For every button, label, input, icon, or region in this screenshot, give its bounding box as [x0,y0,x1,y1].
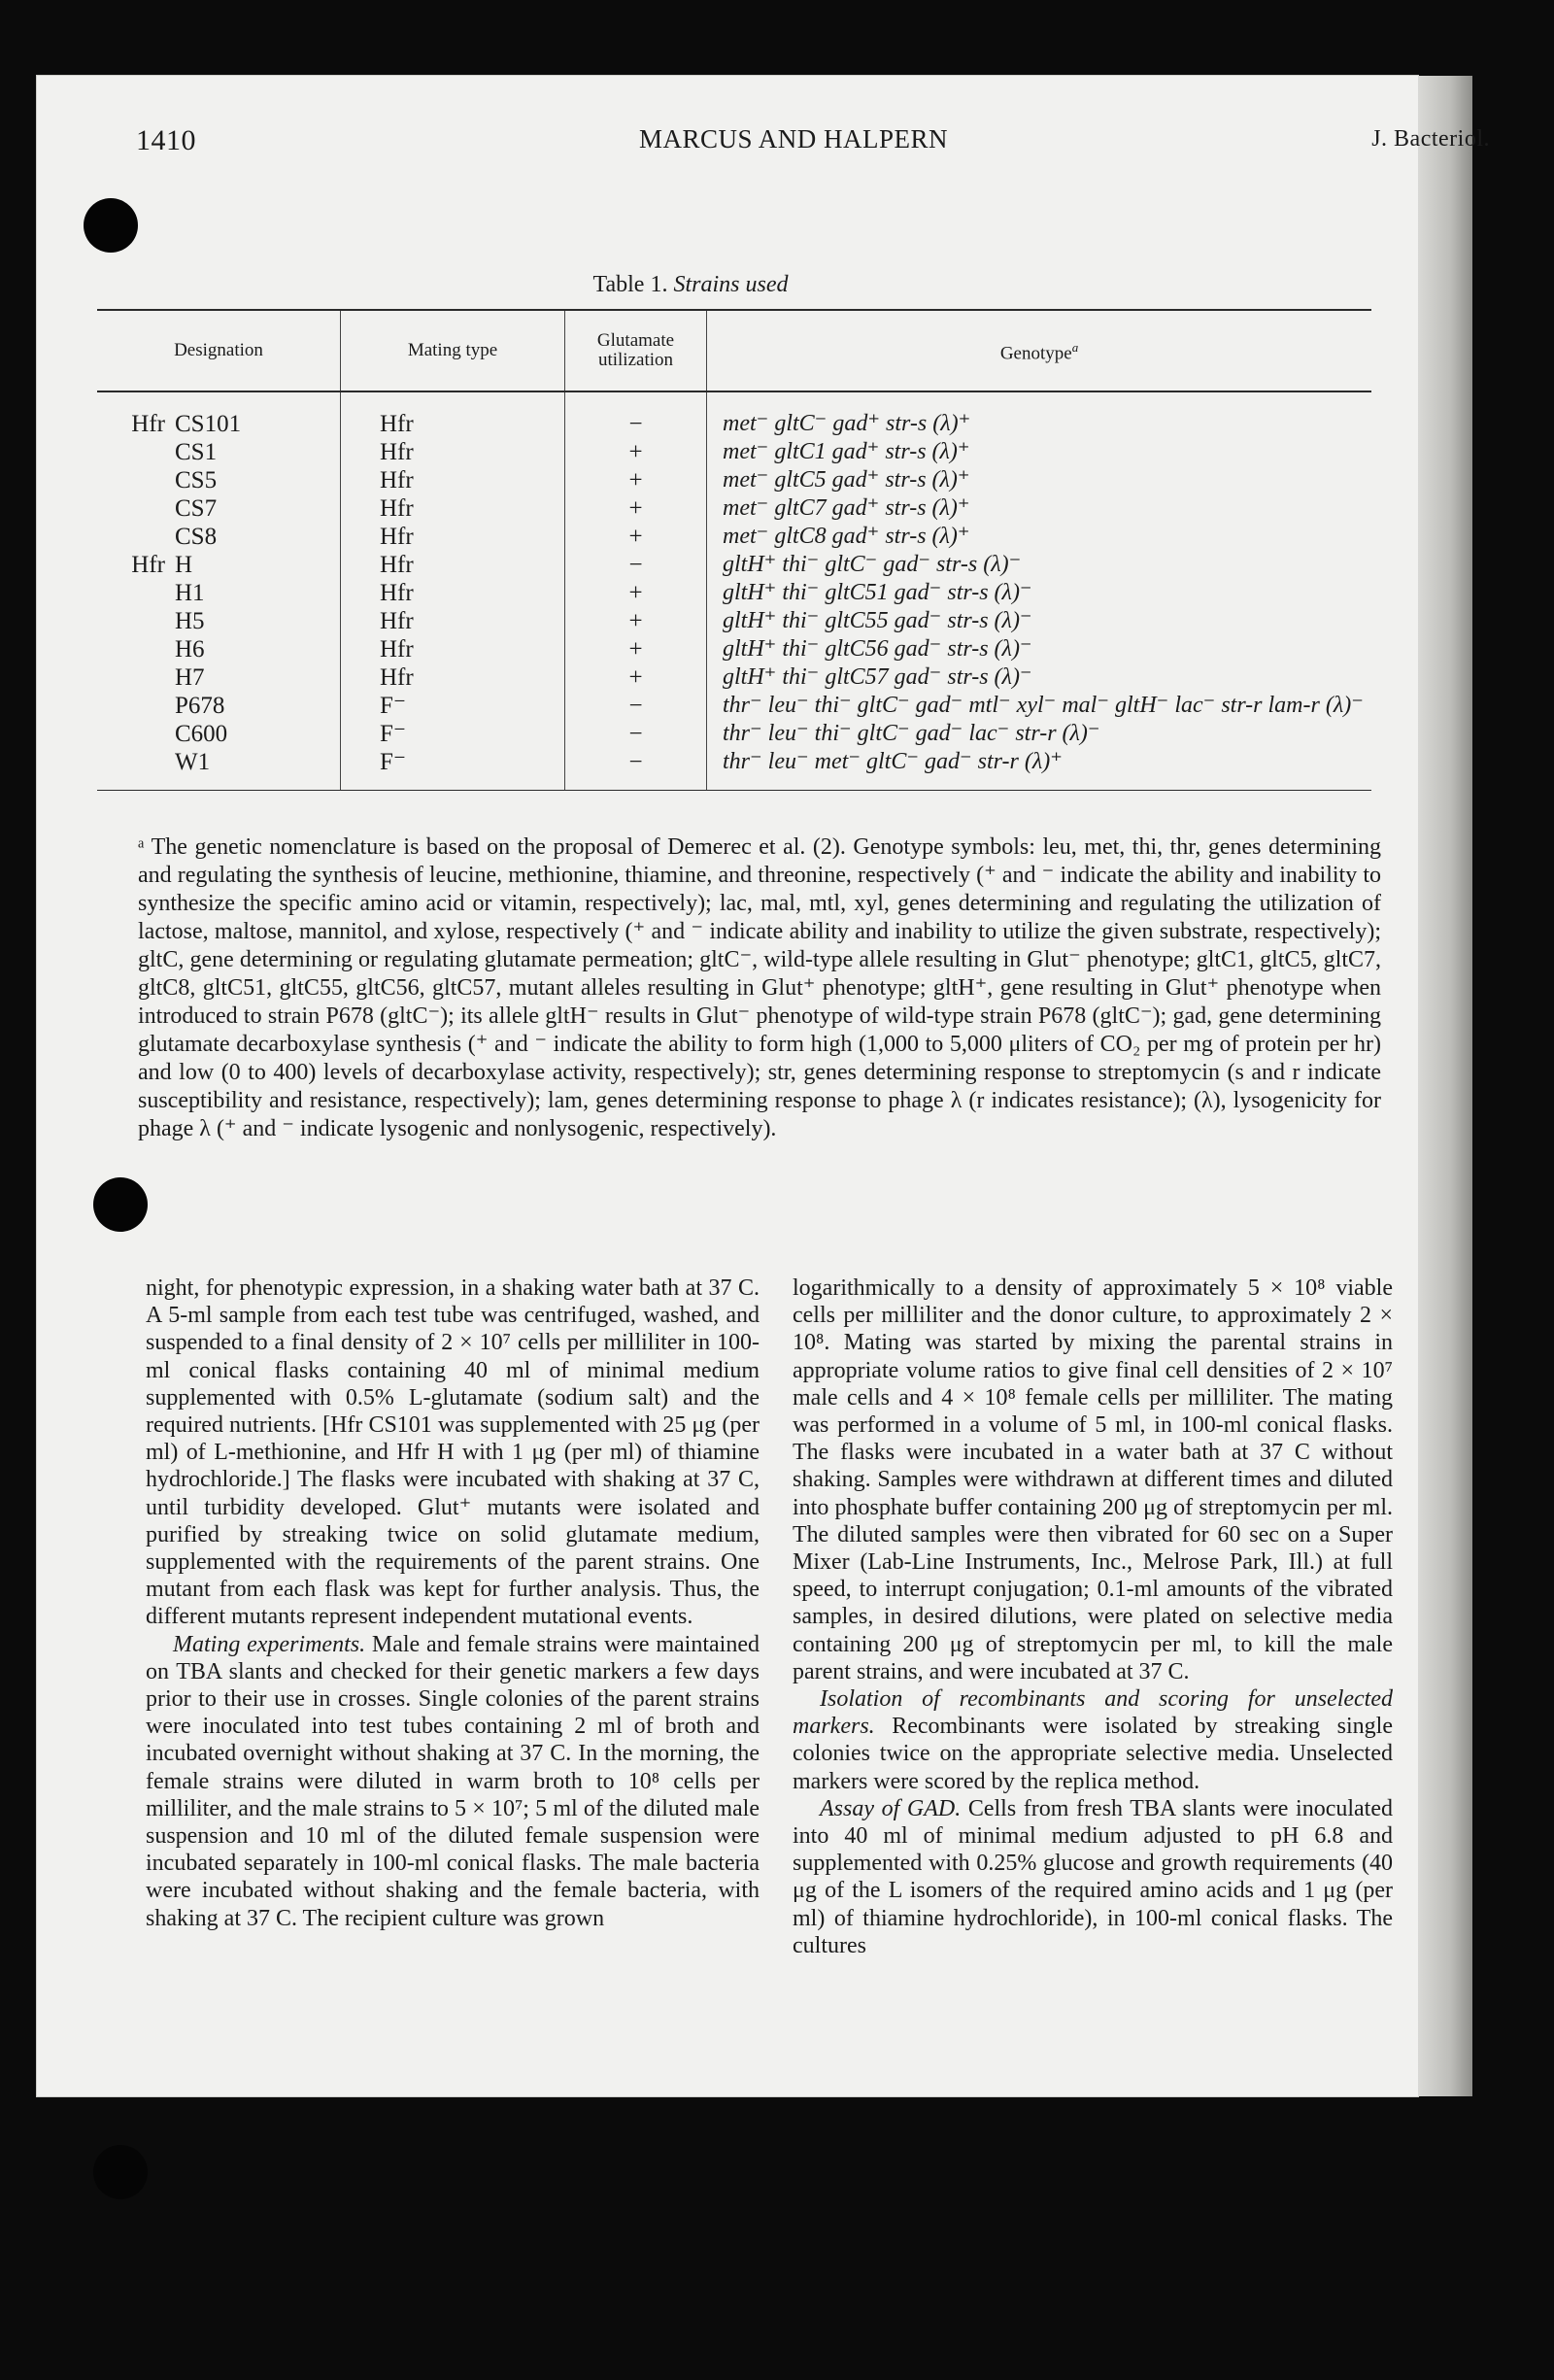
table-row [97,748,1371,791]
cell-genotype: thr⁻ leu⁻ met⁻ gltC⁻ gad⁻ str-r (λ)⁺ [707,748,1372,791]
paragraph [793,1685,1393,1795]
cell-designation [97,391,341,438]
table-row [97,692,1371,720]
punch-hole-bottom [93,2145,148,2199]
cell-glutamate: + [565,438,707,466]
paragraph [793,1795,1393,1959]
table-row [97,466,1371,494]
paragraph [146,1275,760,1631]
designation-value: H5 [175,608,205,634]
designation-value: CS101 [175,411,242,437]
cell-mating-type: Hfr [341,523,565,551]
paragraph-text: logarithmically to a density of approximately 5 × 10⁸ viable cells per milliliter and the donor culture, to approximately 2 × 10⁸. Mating was started by mixing the parental strains in appropriate volume ratios to give final cell densities of 2 × 10⁷ male cells and 4 × 10⁸ female cells per milliliter. The mating was performed in a volume of 5 ml, in 100-ml conical flasks. The flasks were incubated in a water bath at 37 C without shaking. Samples were withdrawn at different times and diluted into phosphate buffer containing 200 μg of streptomycin per ml. The diluted samples were then vibrated for 60 sec on a Super Mixer (Lab-Line Instruments, Inc., Melrose Park, Ill.) at full speed, to interrupt conjugation; 0.1-ml amounts of the vibrated samples, in desired dilutions, were plated on selective media containing 200 μg of streptomycin per ml, to kill the male parent strains, and were incubated at 37 C. [793,1275,1393,1684]
table-label: Table 1. [592,272,668,297]
cell-genotype: gltH⁺ thi⁻ gltC55 gad⁻ str-s (λ)⁻ [707,607,1372,635]
col-designation: Designation [97,310,341,391]
designation-prefix: Hfr [131,411,165,437]
cell-mating-type: F⁻ [341,692,565,720]
cell-genotype: met⁻ gltC⁻ gad⁺ str-s (λ)⁺ [707,391,1372,438]
paragraph-text: Recombinants were isolated by streaking single colonies twice on the appropriate selective media. Unselected markers were scored by the replica method. [793,1714,1393,1794]
paragraph-text: Cells from fresh TBA slants were inoculated into 40 ml of minimal medium adjusted to pH 6.8 and supplemented with 0.25% glucose and growth requirements (40 μg of the L isomers of the required amino acids and 1 μg (per ml) of thiamine hydrochloride), in 100-ml conical flasks. The cultures [793,1795,1393,1958]
paragraph-text: night, for phenotypic expression, in a shaking water bath at 37 C. A 5-ml sample from each test tube was centrifuged, washed, and suspended to a final density of 2 × 10⁷ cells per milliliter in 100-ml conical flasks containing 40 ml of minimal medium supplemented with 0.5% L-glutamate (sodium salt) and the required nutrients. [Hfr CS101 was supplemented with 25 μg (per ml) of L-methionine, and Hfr H with 1 μg (per ml) of thiamine hydrochloride.] The flasks were incubated with shaking at 37 C, until turbidity developed. Glut⁺ mutants were isolated and purified by streaking twice on solid glutamate medium, supplemented with the requirements of the parent strains. One mutant from each flask was kept for further analysis. Thus, the different mutants represent independent mutational events. [146,1275,760,1630]
punch-hole-middle [93,1177,148,1232]
authors: MARCUS AND HALPERN [638,124,949,153]
cell-designation [97,466,341,494]
cell-glutamate: + [565,663,707,692]
table-row [97,635,1371,663]
table-row [97,438,1371,466]
table-row [97,663,1371,692]
cell-designation [97,748,341,791]
right-column [793,1275,1393,1959]
cell-designation [97,692,341,720]
cell-mating-type: Hfr [341,438,565,466]
cell-genotype: met⁻ gltC8 gad⁺ str-s (λ)⁺ [707,523,1372,551]
table-row [97,720,1371,748]
paragraph-heading: Isolation of recombinants and scoring for unselected markers. [793,1686,1393,1740]
designation-value: CS1 [175,439,218,465]
paragraph-heading: Assay of GAD. [820,1795,962,1821]
designation-value: H6 [175,636,205,663]
table-title: Strains used [673,272,789,297]
cell-designation [97,523,341,551]
cell-designation [97,579,341,607]
cell-genotype: thr⁻ leu⁻ thi⁻ gltC⁻ gad⁻ lac⁻ str-r (λ)⁻ [707,720,1372,748]
designation-value: W1 [175,749,211,775]
table-row [97,523,1371,551]
designation-prefix: Hfr [131,552,165,578]
cell-mating-type: Hfr [341,551,565,579]
journal-name: J. Bacteriol. [1371,126,1490,152]
cell-mating-type: Hfr [341,466,565,494]
table-row [97,551,1371,579]
designation-value: C600 [175,721,228,747]
cell-genotype: gltH⁺ thi⁻ gltC57 gad⁻ str-s (λ)⁻ [707,663,1372,692]
cell-glutamate: − [565,391,707,438]
cell-mating-type: Hfr [341,494,565,523]
designation-value: H7 [175,664,205,691]
cell-glutamate: + [565,607,707,635]
cell-glutamate: − [565,720,707,748]
table-header-row [97,310,1371,391]
designation-value: CS8 [175,524,218,550]
cell-genotype: met⁻ gltC1 gad⁺ str-s (λ)⁺ [707,438,1372,466]
col-genotype: Genotype$^a$ [707,310,1372,391]
table-row [97,494,1371,523]
cell-glutamate: − [565,551,707,579]
cell-glutamate: + [565,523,707,551]
cell-glutamate: − [565,692,707,720]
cell-mating-type: F⁻ [341,720,565,748]
cell-designation [97,720,341,748]
page-number: 1410 [136,124,196,156]
table-row [97,579,1371,607]
col-glutamate: Glutamate utilization [565,310,707,391]
cell-mating-type: F⁻ [341,748,565,791]
cell-genotype: gltH⁺ thi⁻ gltC⁻ gad⁻ str-s (λ)⁻ [707,551,1372,579]
cell-glutamate: − [565,748,707,791]
table-row [97,391,1371,438]
paragraph-text: Male and female strains were maintained on TBA slants and checked for their genetic markers a few days prior to their use in crosses. Single colonies of the parent strains were inoculated into test tubes containing 2 ml of broth and incubated overnight without shaking at 37 C. In the morning, the female strains were diluted in warm broth to 10⁸ cells per milliliter, and the male strains to 5 × 10⁷; 5 ml of the diluted male suspension and 10 ml of the diluted female suspension were incubated separately in 100-ml conical flasks. The male bacteria were incubated without shaking and the female bacteria, with shaking at 37 C. The recipient culture was grown [146,1631,760,1931]
cell-designation [97,607,341,635]
cell-mating-type: Hfr [341,635,565,663]
paragraph [146,1631,760,1932]
cell-designation [97,663,341,692]
table-caption [0,272,1381,298]
cell-mating-type: Hfr [341,607,565,635]
strains-table [97,309,1371,791]
cell-genotype: met⁻ gltC5 gad⁺ str-s (λ)⁺ [707,466,1372,494]
col-mating-type: Mating type [341,310,565,391]
cell-designation [97,635,341,663]
cell-glutamate: + [565,494,707,523]
cell-glutamate: + [565,579,707,607]
designation-value: CS5 [175,467,218,493]
designation-value: CS7 [175,495,218,522]
page-edge [1418,76,1472,2096]
cell-mating-type: Hfr [341,663,565,692]
punch-hole-top [84,198,138,253]
paragraph [793,1275,1393,1685]
cell-genotype: gltH⁺ thi⁻ gltC56 gad⁻ str-s (λ)⁻ [707,635,1372,663]
designation-value: H [175,552,193,578]
designation-value: H1 [175,580,205,606]
cell-glutamate: + [565,635,707,663]
footnote-marker: a [1071,339,1079,355]
cell-glutamate: + [565,466,707,494]
table-row [97,607,1371,635]
cell-genotype: thr⁻ leu⁻ thi⁻ gltC⁻ gad⁻ mtl⁻ xyl⁻ mal⁻ gltH⁻ lac⁻ str-r lam-r (λ)⁻ [707,692,1372,720]
left-column [146,1275,760,1932]
cell-genotype: gltH⁺ thi⁻ gltC51 gad⁻ str-s (λ)⁻ [707,579,1372,607]
cell-designation [97,438,341,466]
table-footnote: ᵃ The genetic nomenclature is based on the proposal of Demerec et al. (2). Genotype symbols: leu, met, thi, thr, genes determining and regulating the synthesis of leucine, methionine, thiamine, and threonine, respectively (⁺ and ⁻ indicate the ability and inability to synthesize the specific amino acid or vitamin, respectively); lac, mal, mtl, xyl, genes determining and regulating the utilization of lactose, maltose, mannitol, and xylose, respectively (⁺ and ⁻ indicate ability and inability to utilize the given substrate, respectively); gltC, gene determining or regulating glutamate permeation; gltC⁻, wild-type allele resulting in Glut⁻ phenotype; gltC1, gltC5, gltC7, gltC8, gltC51, gltC55, gltC56, gltC57, mutant alleles resulting in Glut⁺ phenotype; gltH⁺, gene resulting in Glut⁺ phenotype when introduced to strain P678 (gltC⁻); its allele gltH⁻ results in Glut⁻ phenotype of wild-type strain P678 (gltC⁻); gad, gene determining glutamate decarboxylase synthesis (⁺ and ⁻ indicate the ability to form high (1,000 to 5,000 μliters of CO₂ per mg of protein per hr) and low (0 to 400) levels of decarboxylase activity, respectively); str, genes determining response to streptomycin (s and r indicate susceptibility and resistance, respectively); lam, genes determining response to phage λ (r indicates resistance); (λ), lysogenicity for phage λ (⁺ and ⁻ indicate lysogenic and nonlysogenic, respectively). [138,834,1381,1141]
cell-mating-type: Hfr [341,391,565,438]
paragraph-heading: Mating experiments. [173,1631,366,1657]
cell-mating-type: Hfr [341,579,565,607]
cell-designation [97,551,341,579]
cell-designation [97,494,341,523]
cell-genotype: met⁻ gltC7 gad⁺ str-s (λ)⁺ [707,494,1372,523]
designation-value: P678 [175,693,225,719]
running-head [97,124,1490,163]
